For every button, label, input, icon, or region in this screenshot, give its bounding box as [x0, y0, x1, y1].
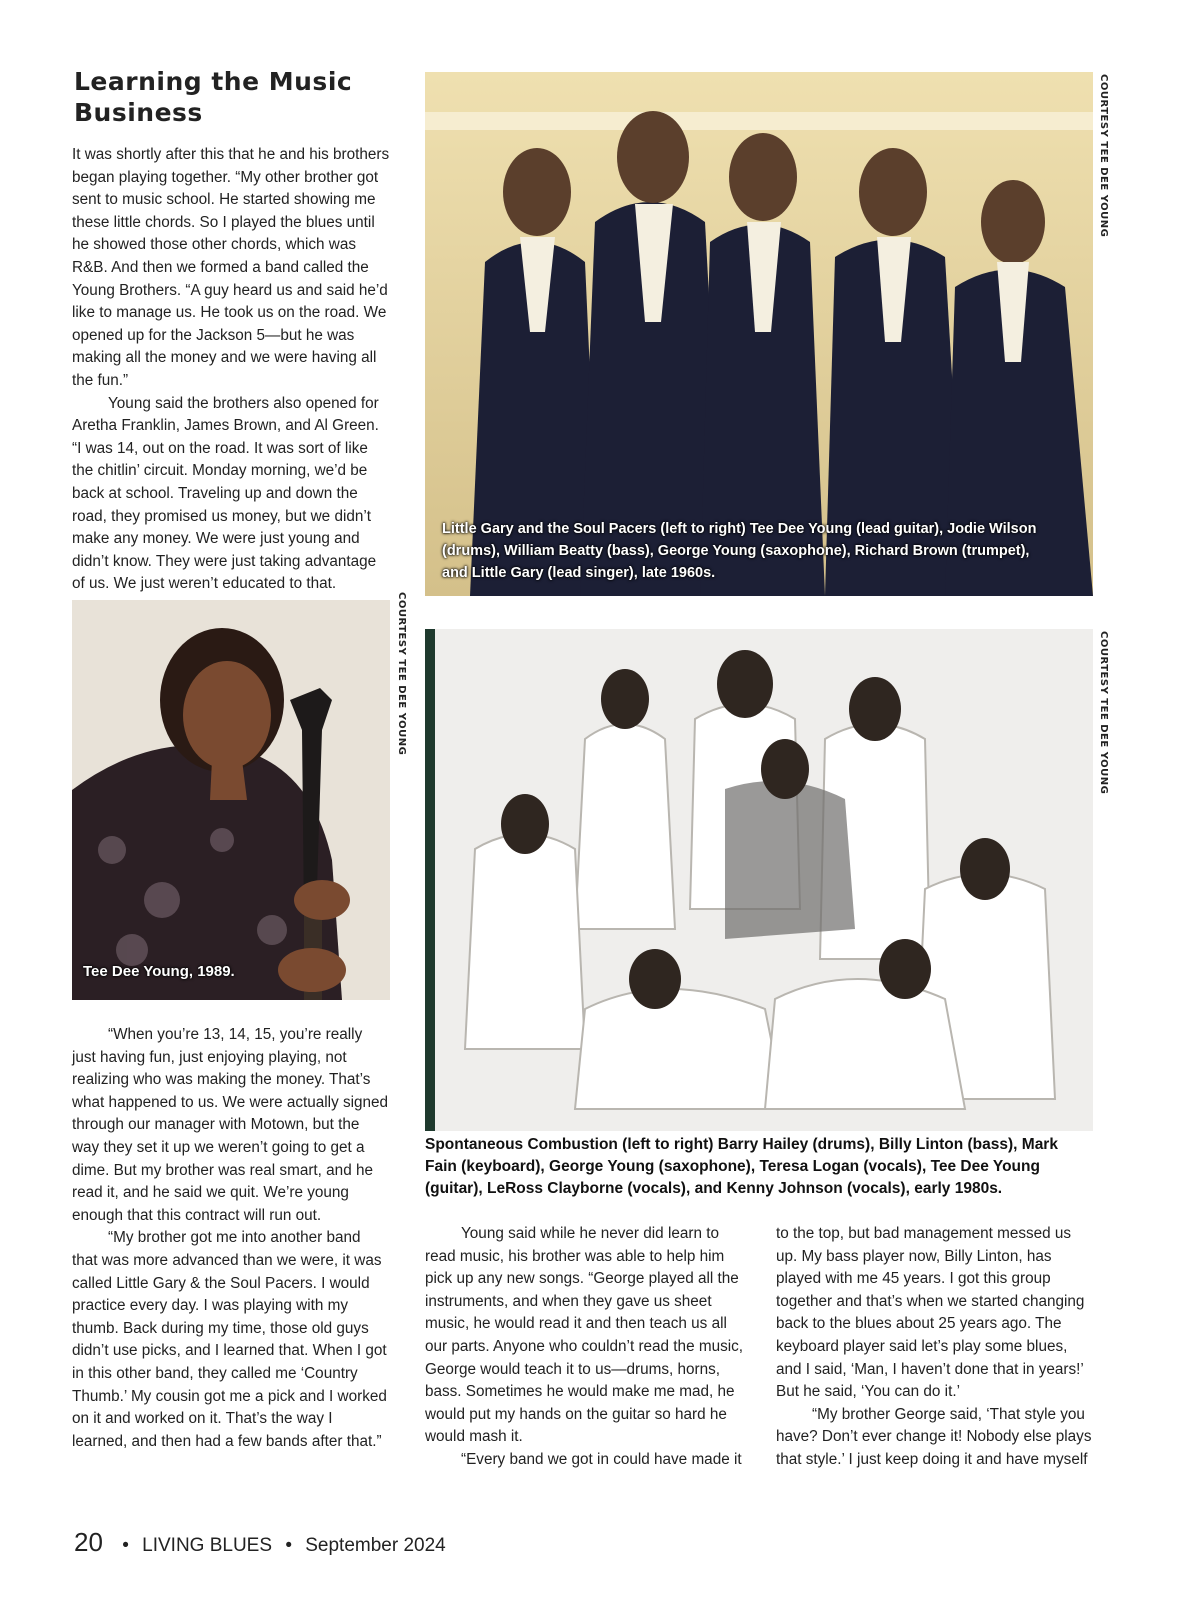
paragraph: Young said while he never did learn to read music, his brother was able to help him pick up any new songs. “George played all the instruments, and when they gave us sheet music, he would read it and then teach us all our parts. Anyone who couldn’t read the music, George would teach it to us—drums, horns, bass. Sometimes he would make me mad, he would put my hands on the guitar so hard he would mash it.	[425, 1225, 744, 1446]
paragraph: Young said the brothers also opened for Aretha Franklin, James Brown, and Al Green. “I was 14, out on the road. It was sort of like the chitlin’ circuit. Monday morning, we’d be back at school. Traveling up and down the road, they promised us money, but we didn’t make any money. We were just young and didn’t know. They were just taking advantage of us. We just weren’t educated to that.	[72, 394, 379, 593]
paragraph: to the top, but bad management messed us up. My bass player now, Billy Linton, has played with me 45 years. I got this group together and that’s when we started changing back to the blues about 25 years ago. The keyboard player said let’s play some blues, and I said, ‘Man, I haven’t done that in years!’ But he said, ‘You can do it.’	[776, 1225, 1085, 1401]
footer-bullet: •	[122, 1535, 129, 1556]
section-heading: Learning the Music Business	[74, 67, 353, 127]
soul-pacers-photo	[425, 72, 1093, 596]
footer-bullet: •	[285, 1535, 292, 1556]
paragraph: “Every band we got in could have made it	[461, 1450, 742, 1468]
spontaneous-combustion-image	[425, 629, 1093, 1131]
page-number: 20	[74, 1527, 103, 1557]
photo-credit: COURTESY TEE DEE YOUNG	[1098, 631, 1109, 795]
paragraph: “My brother George said, ‘That style you have? Don’t ever change it! Nobody else plays that style.’ I just keep doing it and have myself	[776, 1405, 1092, 1468]
tee-dee-young-photo	[72, 600, 390, 1000]
paragraph: It was shortly after this that he and his brothers began playing together. “My other brother got sent to music school. He started showing me these little chords. So I played the blues until he showed those other chords, which was R&B. And then we formed a band called the Young Brothers. “A guy heard us and said he’d like to manage us. He took us on the road. We opened up for the Jackson 5—but he was making all the money and we were having all the fun.”	[72, 146, 390, 389]
paragraph: “My brother got me into another band that was more advanced than we were, it was called Little Gary & the Soul Pacers. I would practice every day. I was playing with my thumb. Back during my time, those old guys didn’t use picks, and I learned that. When I got in this other band, they called me ‘Country Thumb.’ My cousin got me a pick and I worked on it and worked on it. That’s the way I learned, and then had a few bands after that.”	[72, 1229, 387, 1450]
soul-pacers-caption: Little Gary and the Soul Pacers (left to right) Tee Dee Young (lead guitar), Jodie Wilson (drums), William Beatty (bass), George Young (saxophone), Richard Brown (trumpet), and Little Gary (lead singer), late 1960s.	[442, 521, 1037, 581]
paragraph: “When you’re 13, 14, 15, you’re really just having fun, just enjoying playing, not realizing who was making the money. That’s what happened to us. We were actually signed through our manager with Motown, but the way they set it up we weren’t going to get a dime. But my brother was real smart, and he read it, and he said we quit. We’re young enough that this contract will run out.	[72, 1026, 389, 1224]
page-footer	[74, 1527, 446, 1558]
column-1-top-text	[72, 144, 390, 596]
tee-dee-young-image	[72, 600, 390, 1000]
magazine-name: LIVING BLUES	[142, 1535, 273, 1556]
photo-credit: COURTESY TEE DEE YOUNG	[396, 592, 407, 756]
spontaneous-combustion-photo	[425, 629, 1093, 1131]
photo-credit: COURTESY TEE DEE YOUNG	[1098, 74, 1109, 238]
column-2-text	[425, 1223, 743, 1472]
issue-date: September 2024	[305, 1535, 446, 1556]
spontaneous-combustion-caption: Spontaneous Combustion (left to right) Barry Hailey (drums), Billy Linton (bass), Mark Fain (keyboard), George Young (saxophone), Teresa Logan (vocals), Tee Dee Young (guitar), LeRoss Clayborne (vocals), and Kenny Johnson (vocals), early 1980s.	[425, 1136, 1058, 1197]
tee-dee-young-caption: Tee Dee Young, 1989.	[83, 963, 235, 980]
column-1-bottom-text	[72, 1024, 390, 1453]
column-3-text	[776, 1223, 1094, 1472]
